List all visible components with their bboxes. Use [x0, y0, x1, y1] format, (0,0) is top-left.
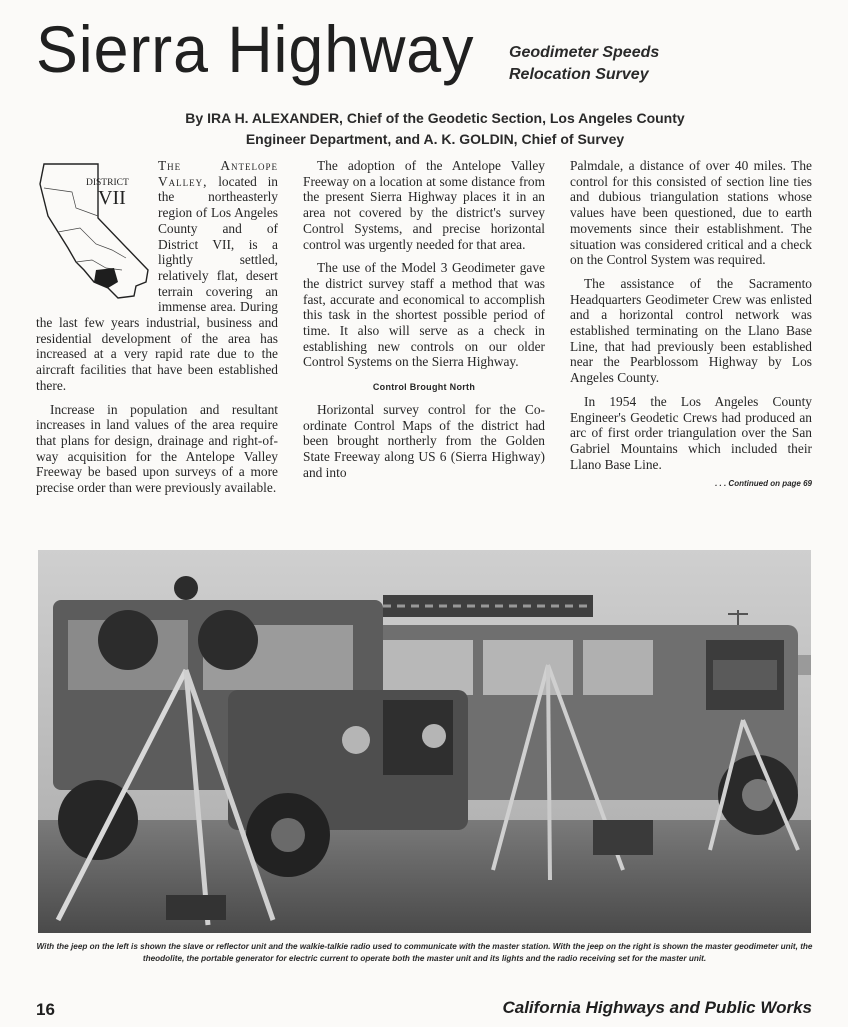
text-column-1 [36, 158, 278, 504]
california-district-map-icon [36, 158, 152, 308]
col2-paragraph-3: Horizontal survey control for the Co-ordinate Control Maps of the district had been brought northerly from the Golden State Freeway along US 6 (Sierra Highway) and into [303, 401, 545, 480]
byline [140, 108, 730, 150]
jeeps-survey-photo [38, 550, 811, 933]
byline-line-1: By IRA H. ALEXANDER, Chief of the Geodetic Section, Los Angeles County [185, 110, 685, 126]
text-column-3 [570, 158, 812, 492]
text-column-2 [303, 158, 545, 488]
col1-paragraph-1-text: located in the northeasterly region of Los Angeles County and of District VII, is a lightly settled, relatively flat, desert terrain covering an immense area. During the last few years industrial, business and residential development of the area has increased at a very rapid rate due to the aircraft facilities that have been established there. [36, 173, 278, 393]
col1-paragraph-2: Increase in population and resultant increases in land values of the area require that plans for design, drainage and right-of-way acquisition for the Antelope Valley Freeway be based upon surveys of a more precise order than were previously available. [36, 401, 278, 496]
col3-paragraph-3: In 1954 the Los Angeles County Engineer's Geodetic Crews had produced an arc of first order triangulation over the San Gabriel Mountains which included their Llano Base Line. [570, 393, 812, 472]
map-label-district: DISTRICT [86, 178, 129, 188]
continued-note: . . . Continued on page 69 [715, 479, 812, 489]
byline-line-2: Engineer Department, and A. K. GOLDIN, Chief of Survey [245, 131, 625, 147]
subtitle-line-1: Geodimeter Speeds [509, 44, 660, 61]
article-title: Sierra Highway [36, 12, 475, 86]
col2-paragraph-2: The use of the Model 3 Geodimeter gave the district survey staff a method that was fast, accurate and economical to accomplish this task in the shortest possible period of time. It also will serve as a check in establishing new controls on our older Control Systems on the Sierra Highway. [303, 260, 545, 370]
article-subtitle [509, 42, 659, 86]
col3-paragraph-2: The assistance of the Sacramento Headquarters Geodimeter Crew was enlisted and a horizontal control network was established terminating on the Llano Base Line, that had previously been established near the Pearblossom Highway by Los Angeles County. [570, 275, 812, 386]
lead-in: The Antelope Valley, [158, 158, 278, 189]
col3-paragraph-1: Palmdale, a distance of over 40 miles. The control for this consisted of section line ties and dubious triangulation stations whose values have been questioned, due to earth movements since their establishment. The situation was considered critical and a check on the Control System was required. [570, 158, 812, 268]
photo-illustration [38, 550, 811, 933]
publication-footer: California Highways and Public Works [502, 998, 812, 1017]
page-number: 16 [36, 1000, 55, 1019]
subtitle-line-2: Relocation Survey [509, 66, 649, 83]
section-heading: Control Brought North [372, 382, 476, 393]
col2-paragraph-1: The adoption of the Antelope Valley Freeway on a location at some distance from the present Sierra Highway places it in an area not covered by the district's survey Control Systems, and precise horizontal control was urgently needed for that area. [303, 158, 545, 252]
map-label-number: VII [98, 187, 126, 209]
photo-caption: With the jeep on the left is shown the slave or reflector unit and the walkie-talkie radio used to communicate with the master station. With the jeep on the right is shown the master geodimeter unit, the theodolite, the portable generator for electric current to operate both the master unit and its lights and the radio receiving set for the master unit. [36, 942, 813, 963]
